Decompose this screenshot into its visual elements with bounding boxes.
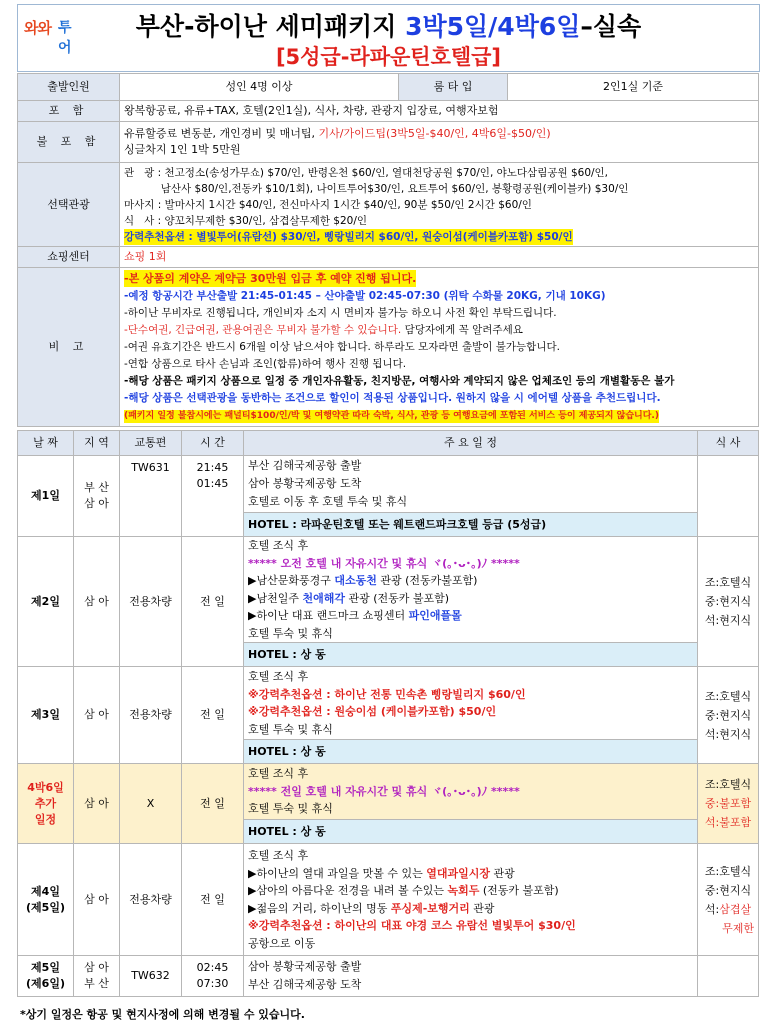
day2-line-4-hl: 천애해각: [302, 591, 345, 605]
note-4b: 담당자에게 꼭 알려주세요: [404, 324, 523, 336]
day1-hotel: HOTEL : 라파운틴호텔 또는 웨트랜드파크호텔 등급 (5성급): [244, 513, 698, 537]
day4-line-6: 공항으로 이동: [248, 936, 316, 950]
day2-row: [18, 537, 759, 643]
day2-time: 전 일: [182, 537, 244, 667]
day4-line-2-pre: ▶하이난의 열대 과일을 맛볼 수 있는: [248, 866, 427, 880]
extra-day-row: [18, 764, 759, 820]
day4-line-3-hl: 녹회두: [447, 884, 480, 897]
day2-line-3-hl: 대소동천: [334, 574, 377, 587]
day5-row: [18, 956, 759, 997]
day3-region: 삼 아: [74, 667, 120, 764]
day1-line-2: 삼아 봉황국제공항 도착: [248, 477, 362, 490]
day4-meal-1: 조:호텔식: [704, 864, 752, 878]
day1-region-1: 부 산: [84, 481, 109, 494]
note-8: -해당 상품은 선택관광을 동반하는 조건으로 할인이 적용된 상품입니다. 원하지 않을 시 에어텔 상품을 추천드립니다.: [124, 392, 661, 404]
day5-line-1: 삼아 봉황국제공항 출발: [248, 960, 362, 973]
info-table: [17, 73, 759, 427]
day5-region-1: 삼 아: [84, 961, 109, 974]
day2-meal-2: 중:현지식: [704, 595, 752, 608]
day5-transport: TW632: [120, 956, 182, 997]
day5-region: [74, 956, 120, 997]
optional-line-3: 마사지 : 발마사지 1시간 $40/인, 전신마사지 1시간 $40/인, 90분 $50/인 2시간 $60/인: [124, 198, 532, 211]
shopping-row: [18, 247, 759, 268]
day5-time-1: 02:45: [196, 961, 229, 974]
footnote: *상기 일정은 항공 및 현지사정에 의해 변경될 수 있습니다.: [20, 1008, 305, 1021]
extra-day-time: 전 일: [182, 764, 244, 844]
day1-transport: TW631: [120, 456, 182, 537]
day3-meal-1: 조:호텔식: [704, 689, 752, 703]
day1-time-1: 21:45: [196, 461, 229, 474]
day5-region-2: 부 산: [84, 977, 109, 990]
day2-line-5-hl: 파인애플몰: [408, 609, 462, 622]
day2-line-2: ***** 오전 호텔 내 자유시간 및 휴식 ヾ(｡･ᴗ･｡)ﾉ *****: [248, 556, 520, 570]
day3-transport: 전용차량: [120, 667, 182, 764]
day2-line-3-post: 관광 (전동카불포함): [376, 574, 478, 587]
day4-meal: [698, 844, 759, 956]
room-label: 룸 타 입: [399, 74, 508, 101]
schedule-table: [17, 430, 759, 997]
extra-day-label-3: 일정: [34, 812, 57, 826]
day3-meal-3: 석:현지식: [704, 727, 752, 741]
extra-day-meal-2: 중:불포함: [704, 797, 752, 810]
notes-label: 비 고: [18, 268, 120, 427]
day5-time: [182, 956, 244, 997]
optional-line-4: 식 사 : 양꼬치무제한 $30/인, 삼겹살무제한 $20/인: [124, 214, 368, 227]
day4-meal-4: 무제한: [722, 921, 754, 935]
optional-recommend: [124, 229, 573, 245]
day3-line-3: ※강력추천옵션 : 원숭이섬 (케이블카포함) $50/인: [248, 705, 497, 718]
note-2: -예정 항공시간 부산출발 21:45-01:45 – 산야출발 02:45-07:30 (위탁 수화물 20KG, 기내 10KG): [124, 290, 606, 302]
exclude-line1-b: 기사/가이드팁(3박5일-$40/인, 4박6일-$50/인): [318, 127, 551, 140]
optional-recommend-text: 강력추천옵션 : 별빛투어(유람선) $30/인, 삥랑빌리지 $60/인, 원숭이섬(케이블카포함) $50/인: [124, 230, 573, 243]
day4-region: 삼 아: [74, 844, 120, 956]
day2-meal: [698, 537, 759, 667]
extra-day-line-3: 호텔 투숙 및 휴식: [248, 802, 333, 816]
day2-meal-1: 조:호텔식: [704, 576, 752, 589]
day5-label-2: (제6일): [26, 977, 65, 990]
day3-meal-2: 중:현지식: [704, 708, 752, 722]
logo-tour-text: 투어: [58, 20, 72, 56]
exclude-row: [18, 122, 759, 163]
optional-line-2: 남산사 $80/인,전동카 $10/1회), 나이트투어$30/인, 요트투어 $60/인, 봉황령공원(케이블카) $30/인: [124, 182, 629, 195]
header-itinerary: 주 요 일 정: [244, 431, 698, 456]
day4-line-3-post: (전동카 불포함): [479, 884, 559, 897]
page-title: [18, 7, 759, 43]
header: [17, 4, 760, 72]
day5-label: [18, 956, 74, 997]
extra-day-line-1: 호텔 조식 후: [248, 767, 309, 781]
extra-day-hotel: HOTEL : 상 동: [244, 820, 698, 844]
optional-label: 선택관광: [18, 163, 120, 247]
header-region: 지 역: [74, 431, 120, 456]
day1-label: 제1일: [18, 456, 74, 537]
day1-meal: [698, 456, 759, 537]
note-6: -연합 상품으로 타사 손님과 조인(합류)하여 행사 진행 됩니다.: [124, 358, 407, 370]
day4-line-3-pre: ▶삼아의 아름다운 전경을 내려 볼 수있는: [248, 884, 448, 897]
extra-day-transport: X: [120, 764, 182, 844]
extra-day-label-1: 4박6일: [27, 780, 64, 794]
extra-day-meal-3: 석:불포함: [704, 816, 752, 829]
day2-line-3-pre: ▶남산문화풍경구: [248, 574, 335, 587]
include-label: 포 함: [18, 101, 120, 122]
departure-row: [18, 74, 759, 101]
day4-line-4-post: 관광: [469, 901, 495, 915]
extra-day-region: 삼 아: [74, 764, 120, 844]
exclude-label: 불 포 함: [18, 122, 120, 163]
day2-line-5-pre: ▶하이난 대표 랜드마크 쇼핑센터: [248, 609, 409, 622]
exclude-line2: 싱글차지 1인 1박 5만원: [124, 143, 241, 156]
day5-line-2: 부산 김해국제공항 도착: [248, 978, 362, 991]
day5-label-1: 제5일: [31, 961, 60, 974]
logo-kids-text: 와와: [24, 19, 51, 37]
day2-line-1: 호텔 조식 후: [248, 539, 309, 552]
day1-itinerary: [244, 456, 698, 513]
header-transport: 교통편: [120, 431, 182, 456]
day2-itinerary: [244, 537, 698, 643]
title-highlight: 3박5일/4박6일: [405, 12, 581, 41]
day2-line-6: 호텔 투숙 및 휴식: [248, 626, 333, 640]
extra-day-meal-1: 조:호텔식: [704, 778, 752, 791]
day1-time-2: 01:45: [196, 477, 229, 490]
day2-region: 삼 아: [74, 537, 120, 667]
day3-time: 전 일: [182, 667, 244, 764]
note-7: -해당 상품은 패키지 상품으로 일정 중 개인자유활동, 친지방문, 여행사와 계약되지 않은 업체조인 등의 개별활동은 불가: [124, 375, 675, 387]
extra-day-itinerary: [244, 764, 698, 820]
notes-row: [18, 268, 759, 427]
shopping-label: 쇼핑센터: [18, 247, 120, 268]
day4-line-1: 호텔 조식 후: [248, 849, 309, 862]
extra-day-label-2: 추가: [34, 796, 57, 810]
day2-transport: 전용차량: [120, 537, 182, 667]
day1-region-2: 삼 아: [84, 497, 109, 510]
page-subtitle: [5성급-라파운틴호텔급]: [275, 45, 502, 69]
note-1: -본 상품의 계약은 계약금 30만원 입금 후 예약 진행 됩니다.: [124, 272, 417, 285]
extra-day-meal: [698, 764, 759, 844]
day3-line-2: ※강력추천옵션 : 하이난 전통 민속촌 삥랑빌리지 $60/인: [248, 687, 526, 701]
day4-meal-3-pre: 석:: [704, 902, 720, 916]
day5-itinerary: [244, 956, 698, 997]
day1-time: [182, 456, 244, 537]
optional-value: [120, 163, 759, 247]
note-5: -여권 유효기간은 반드시 6개월 이상 남으셔야 합니다. 하루라도 모자라면 출발이 불가능합니다.: [124, 341, 560, 353]
day2-meal-3: 석:현지식: [704, 614, 752, 627]
day3-itinerary: [244, 667, 698, 740]
day4-label-2: (제5일): [26, 900, 65, 914]
day4-line-4-hl: 푸싱제-보행거리: [390, 901, 470, 915]
notes-value: [120, 268, 759, 427]
optional-line-1: 관 광 : 천고정소(송성가무쇼) $70/인, 반령온천 $60/인, 열대천당공원 $70/인, 야노다삼림공원 $60/인,: [124, 166, 609, 179]
day5-meal: [698, 956, 759, 997]
day4-label-1: 제4일: [31, 884, 60, 898]
day4-transport: 전용차량: [120, 844, 182, 956]
day3-hotel: HOTEL : 상 동: [244, 740, 698, 764]
day3-line-1: 호텔 조식 후: [248, 670, 309, 683]
include-value: 왕복항공료, 유류+TAX, 호텔(2인1실), 식사, 차량, 관광지 입장료, 여행자보험: [120, 101, 759, 122]
optional-row: [18, 163, 759, 247]
day4-meal-3-hl: 삼겹살: [719, 902, 752, 916]
day4-line-5: ※강력추천옵션 : 하이난의 대표 야경 코스 유람선 별빛투어 $30/인: [248, 919, 576, 932]
shopping-value: 쇼핑 1회: [120, 247, 759, 268]
note-9: (패키지 일정 불참시에는 패널티$100/인/박 및 여행약관 따라 숙박, 식사, 관광 등 여행요금에 포함된 서비스 등이 제공되지 않습니다.): [124, 411, 659, 421]
day2-hotel: HOTEL : 상 동: [244, 643, 698, 667]
day4-time: 전 일: [182, 844, 244, 956]
title-suffix: –실속: [580, 12, 642, 41]
day4-itinerary: [244, 844, 698, 956]
header-time: 시 간: [182, 431, 244, 456]
note-4a: -단수여권, 긴급여권, 관용여권은 무비자 불가할 수 있습니다.: [124, 324, 405, 336]
extra-day-line-2: ***** 전일 호텔 내 자유시간 및 휴식 ヾ(｡･ᴗ･｡)ﾉ *****: [248, 784, 520, 798]
departure-label: 출발인원: [18, 74, 120, 101]
note-3: -하이난 무비자로 진행됩니다, 개인비자 소지 시 면비자 불가능 하오니 사전 확인 부탁드립니다.: [124, 307, 557, 319]
day3-meal: [698, 667, 759, 764]
day4-line-4-pre: ▶젊음의 거리, 하이난의 명동: [248, 901, 391, 915]
day2-line-4-pre: ▶남천일주: [248, 591, 303, 605]
day4-meal-2: 중:현지식: [704, 883, 752, 897]
day1-line-3: 호텔로 이동 후 호텔 투숙 및 휴식: [248, 495, 408, 508]
title-prefix: 부산-하이난 세미패키지: [135, 12, 406, 41]
exclude-line1-a: 유류할증료 변동분, 개인경비 및 매너팁,: [124, 127, 319, 140]
day1-row: [18, 456, 759, 513]
day2-label: 제2일: [18, 537, 74, 667]
day5-time-2: 07:30: [196, 977, 229, 990]
day1-line-1: 부산 김해국제공항 출발: [248, 459, 362, 472]
day4-label: [18, 844, 74, 956]
day1-region: [74, 456, 120, 537]
day4-line-2-post: 관광: [489, 866, 515, 880]
include-row: [18, 101, 759, 122]
day4-row: [18, 844, 759, 956]
exclude-value: [120, 122, 759, 163]
departure-value: 성인 4명 이상: [120, 74, 399, 101]
schedule-header-row: [18, 431, 759, 456]
day3-label: 제3일: [18, 667, 74, 764]
day3-line-4: 호텔 투숙 및 휴식: [248, 722, 333, 736]
day3-row: [18, 667, 759, 740]
room-value: 2인1실 기준: [508, 74, 759, 101]
header-date: 날 짜: [18, 431, 74, 456]
day4-line-2-hl: 열대과일시장: [426, 866, 490, 880]
extra-day-label: [18, 764, 74, 844]
day2-line-4-post: 관광 (전동카 불포함): [344, 591, 450, 605]
header-meal: 식 사: [698, 431, 759, 456]
